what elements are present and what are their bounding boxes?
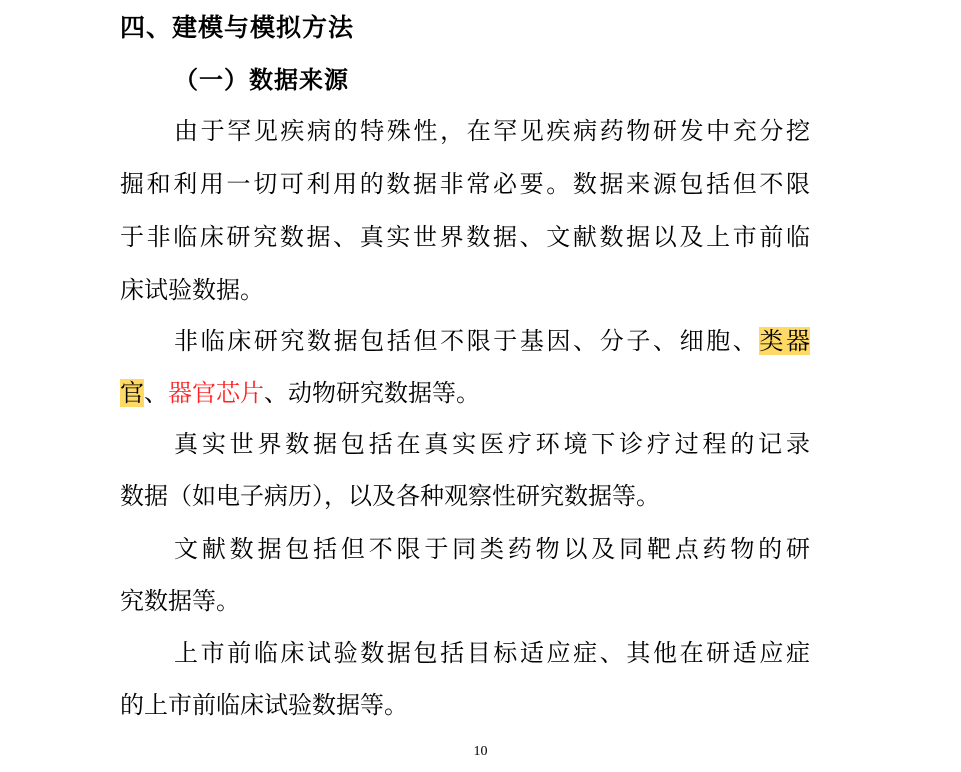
paragraph-2-rest: 、动物研究数据等。: [264, 379, 480, 407]
separator-text: 、: [144, 379, 168, 407]
paragraph-2-line-1: [174, 321, 810, 361]
paragraph-1-line-1: 由于罕见疾病的特殊性，在罕见疾病药物研发中充分挖: [174, 117, 810, 145]
red-text: 器官芯片: [168, 379, 264, 407]
paragraph-4-line-1: 文献数据包括但不限于同类药物以及同靶点药物的研: [174, 535, 810, 563]
paragraph-2-text: 非临床研究数据包括但不限于基因、分子、细胞、: [174, 327, 760, 355]
section-heading: 四、建模与模拟方法: [120, 13, 355, 42]
highlighted-text-continued: 官: [120, 379, 144, 407]
highlighted-text: 类器: [759, 327, 810, 355]
paragraph-4-line-2: 究数据等。: [120, 587, 240, 615]
paragraph-1-line-4: 床试验数据。: [120, 276, 264, 304]
paragraph-1-line-3: 于非临床研究数据、真实世界数据、文献数据以及上市前临: [120, 223, 810, 251]
paragraph-3-line-2: 数据（如电子病历），以及各种观察性研究数据等。: [120, 482, 660, 510]
paragraph-2-line-2: [120, 373, 810, 413]
paragraph-1-line-2: 掘和利用一切可利用的数据非常必要。数据来源包括但不限: [120, 170, 810, 198]
paragraph-5-line-2: 的上市前临床试验数据等。: [120, 691, 408, 719]
paragraph-5-line-1: 上市前临床试验数据包括目标适应症、其他在研适应症: [174, 639, 810, 667]
page-number: 10: [473, 744, 488, 759]
paragraph-3-line-1: 真实世界数据包括在真实医疗环境下诊疗过程的记录: [174, 430, 810, 458]
subsection-heading: （一）数据来源: [174, 65, 349, 94]
